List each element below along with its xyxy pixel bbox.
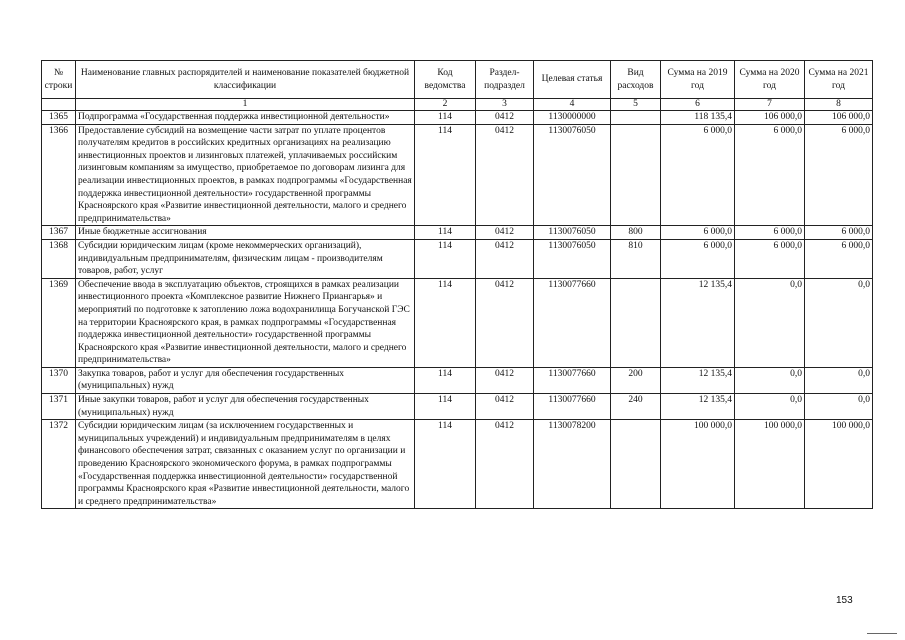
- sum-2020: 106 000,0: [735, 111, 805, 125]
- expense-type: 240: [611, 394, 661, 420]
- row-number: 1369: [42, 278, 76, 367]
- row-number: 1365: [42, 111, 76, 125]
- target-article: 1130077660: [534, 278, 611, 367]
- table-row: [42, 239, 873, 278]
- section-code: 0412: [476, 111, 534, 125]
- row-name: Закупка товаров, работ и услуг для обеспечения государственных (муниципальных) нужд: [76, 367, 415, 393]
- sum-2019: 12 135,4: [661, 278, 735, 367]
- target-article: 1130076050: [534, 124, 611, 226]
- expense-type: 810: [611, 239, 661, 278]
- section-code: 0412: [476, 394, 534, 420]
- page-number: 153: [836, 595, 853, 606]
- sum-2020: 0,0: [735, 394, 805, 420]
- row-name: Субсидии юридическим лицам (за исключением государственных и муниципальных учреждений) и индивидуальным предпринимателям в целях финансового обеспечения затрат, связанных с оказанием услуг по организации и проведению Красноярского экономического форума, в рамках подпрограммы «Государственная поддержка инвестиционной деятельности» государственной программы Красноярского края «Развитие инвестиционной деятельности, малого и среднего предпринимательства»: [76, 420, 415, 509]
- section-code: 0412: [476, 367, 534, 393]
- column-number: 4: [534, 99, 611, 111]
- row-number: 1366: [42, 124, 76, 226]
- sum-2020: 0,0: [735, 278, 805, 367]
- header-department-code: Код ведомства: [415, 61, 476, 99]
- expense-type: [611, 420, 661, 509]
- column-number-empty: [42, 99, 76, 111]
- sum-2021: 0,0: [805, 394, 873, 420]
- sum-2021: 6 000,0: [805, 124, 873, 226]
- sum-2020: 6 000,0: [735, 239, 805, 278]
- sum-2019: 6 000,0: [661, 226, 735, 240]
- target-article: 1130078200: [534, 420, 611, 509]
- target-article: 1130000000: [534, 111, 611, 125]
- column-number: 2: [415, 99, 476, 111]
- department-code: 114: [415, 278, 476, 367]
- header-row-number: № строки: [42, 61, 76, 99]
- section-code: 0412: [476, 226, 534, 240]
- table-body: [42, 111, 873, 509]
- sum-2021: 6 000,0: [805, 239, 873, 278]
- column-number: 6: [661, 99, 735, 111]
- budget-table: [41, 60, 873, 509]
- header-row: [42, 61, 873, 99]
- row-name: Иные бюджетные ассигнования: [76, 226, 415, 240]
- department-code: 114: [415, 124, 476, 226]
- row-name: Субсидии юридическим лицам (кроме некоммерческих организаций), индивидуальным предпринимателям, физическим лицам - производителям товаров, работ, услуг: [76, 239, 415, 278]
- header-sum-2019: Сумма на 2019 год: [661, 61, 735, 99]
- department-code: 114: [415, 367, 476, 393]
- section-code: 0412: [476, 420, 534, 509]
- sum-2019: 118 135,4: [661, 111, 735, 125]
- sum-2019: 6 000,0: [661, 239, 735, 278]
- expense-type: [611, 278, 661, 367]
- section-code: 0412: [476, 124, 534, 226]
- table-row: [42, 420, 873, 509]
- sum-2020: 6 000,0: [735, 124, 805, 226]
- section-code: 0412: [476, 239, 534, 278]
- header-target-article: Целевая статья: [534, 61, 611, 99]
- header-sum-2021: Сумма на 2021 год: [805, 61, 873, 99]
- row-number: 1372: [42, 420, 76, 509]
- sum-2021: 6 000,0: [805, 226, 873, 240]
- column-number: 8: [805, 99, 873, 111]
- column-number: 5: [611, 99, 661, 111]
- department-code: 114: [415, 239, 476, 278]
- sum-2019: 100 000,0: [661, 420, 735, 509]
- target-article: 1130077660: [534, 367, 611, 393]
- row-name: Подпрограмма «Государственная поддержка инвестиционной деятельности»: [76, 111, 415, 125]
- sum-2021: 106 000,0: [805, 111, 873, 125]
- row-number: 1371: [42, 394, 76, 420]
- department-code: 114: [415, 420, 476, 509]
- row-name: Предоставление субсидий на возмещение части затрат по уплате процентов получателям кредитов в российских кредитных организациях на реализацию инвестиционных проектов и лизинговых платежей, уплачиваемых российским лизинговым компаниям за имущество, приобретаемое по договорам лизинга для реализации инвестиционных проектов, в рамках подпрограммы «Государственная поддержка инвестиционной деятельности» государственной программы Красноярского края «Развитие инвестиционной деятельности, малого и среднего предпринимательства»: [76, 124, 415, 226]
- table-row: [42, 394, 873, 420]
- sum-2019: 12 135,4: [661, 367, 735, 393]
- scan-artifact-line: [867, 633, 897, 634]
- sum-2021: 0,0: [805, 278, 873, 367]
- sum-2020: 0,0: [735, 367, 805, 393]
- row-number: 1367: [42, 226, 76, 240]
- sum-2019: 6 000,0: [661, 124, 735, 226]
- column-number: 1: [76, 99, 415, 111]
- department-code: 114: [415, 394, 476, 420]
- expense-type: [611, 111, 661, 125]
- table-row: [42, 226, 873, 240]
- target-article: 1130076050: [534, 239, 611, 278]
- header-sum-2020: Сумма на 2020 год: [735, 61, 805, 99]
- row-number: 1370: [42, 367, 76, 393]
- sum-2021: 0,0: [805, 367, 873, 393]
- row-name: Обеспечение ввода в эксплуатацию объектов, строящихся в рамках реализации инвестиционного проекта «Комплексное развитие Нижнего Приангарья» и мероприятий по подготовке к затоплению ложа водохранилища Богучанской ГЭС на территории Красноярского края, в рамках подпрограммы «Государственная поддержка инвестиционной деятельности» государственной программы Красноярского края «Развитие инвестиционной деятельности, малого и среднего предпринимательства»: [76, 278, 415, 367]
- row-number: 1368: [42, 239, 76, 278]
- sum-2021: 100 000,0: [805, 420, 873, 509]
- expense-type: 200: [611, 367, 661, 393]
- expense-type: 800: [611, 226, 661, 240]
- row-name: Иные закупки товаров, работ и услуг для обеспечения государственных (муниципальных) нужд: [76, 394, 415, 420]
- header-name: Наименование главных распорядителей и наименование показателей бюджетной классификации: [76, 61, 415, 99]
- target-article: 1130076050: [534, 226, 611, 240]
- column-number: 3: [476, 99, 534, 111]
- sum-2020: 6 000,0: [735, 226, 805, 240]
- section-code: 0412: [476, 278, 534, 367]
- header-expense-type: Вид расходов: [611, 61, 661, 99]
- table-row: [42, 111, 873, 125]
- column-numbers-row: [42, 99, 873, 111]
- column-number: 7: [735, 99, 805, 111]
- target-article: 1130077660: [534, 394, 611, 420]
- department-code: 114: [415, 111, 476, 125]
- table-row: [42, 278, 873, 367]
- header-section: Раздел-подраздел: [476, 61, 534, 99]
- expense-type: [611, 124, 661, 226]
- table-row: [42, 124, 873, 226]
- table-row: [42, 367, 873, 393]
- department-code: 114: [415, 226, 476, 240]
- sum-2019: 12 135,4: [661, 394, 735, 420]
- sum-2020: 100 000,0: [735, 420, 805, 509]
